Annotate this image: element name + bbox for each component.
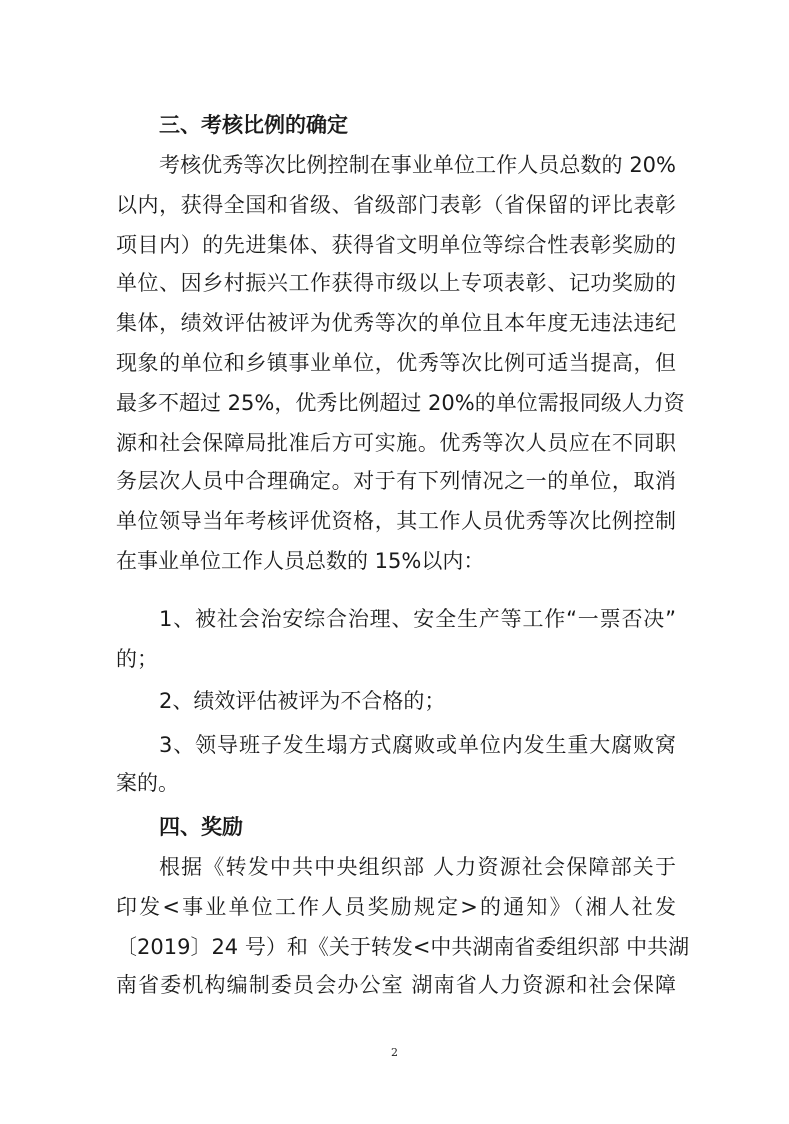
section-heading-4: 四、奖励	[159, 815, 243, 839]
paragraph-line: 单位领导当年考核评优资格，其工作人员优秀等次比例控制	[116, 509, 676, 533]
list-item-1-continued: 的；	[116, 647, 158, 671]
paragraph-line: 项目内）的先进集体、获得省文明单位等综合性表彰奖励的	[116, 233, 676, 257]
paragraph-line: 在事业单位工作人员总数的 15%以内：	[116, 549, 485, 573]
list-item-3: 3、领导班子发生塌方式腐败或单位内发生重大腐败窝	[159, 733, 676, 757]
paragraph-line: 单位、因乡村振兴工作获得市级以上专项表彰、记功奖励的	[116, 271, 676, 295]
paragraph-line: 根据《转发中共中央组织部 人力资源社会保障部关于	[159, 855, 676, 879]
paragraph-line: 以内，获得全国和省级、省级部门表彰（省保留的评比表彰	[116, 193, 676, 217]
paragraph-line: 〔2019〕24 号）和《关于转发<中共湖南省委组织部 中共湖	[116, 935, 690, 959]
list-item-3-continued: 案的。	[116, 771, 179, 795]
page-number: 2	[391, 1046, 398, 1059]
paragraph-line: 最多不超过 25%，优秀比例超过 20%的单位需报同级人力资	[116, 391, 685, 415]
paragraph-line: 考核优秀等次比例控制在事业单位工作人员总数的 20%	[159, 153, 676, 177]
section-heading-3: 三、考核比例的确定	[159, 113, 348, 137]
paragraph-line: 集体，绩效评估被评为优秀等次的单位且本年度无违法违纪	[116, 311, 676, 335]
list-item-2: 2、绩效评估被评为不合格的；	[159, 689, 446, 713]
paragraph-line: 务层次人员中合理确定。对于有下列情况之一的单位，取消	[116, 469, 676, 493]
paragraph-line: 南省委机构编制委员会办公室 湖南省人力资源和社会保障	[116, 973, 676, 997]
paragraph-line: 源和社会保障局批准后方可实施。优秀等次人员应在不同职	[116, 431, 676, 455]
list-item-1: 1、被社会治安综合治理、安全生产等工作“一票否决”	[159, 607, 676, 631]
paragraph-line: 印发<事业单位工作人员奖励规定>的通知》（湘人社发	[116, 895, 676, 919]
paragraph-line: 现象的单位和乡镇事业单位，优秀等次比例可适当提高，但	[116, 351, 676, 375]
